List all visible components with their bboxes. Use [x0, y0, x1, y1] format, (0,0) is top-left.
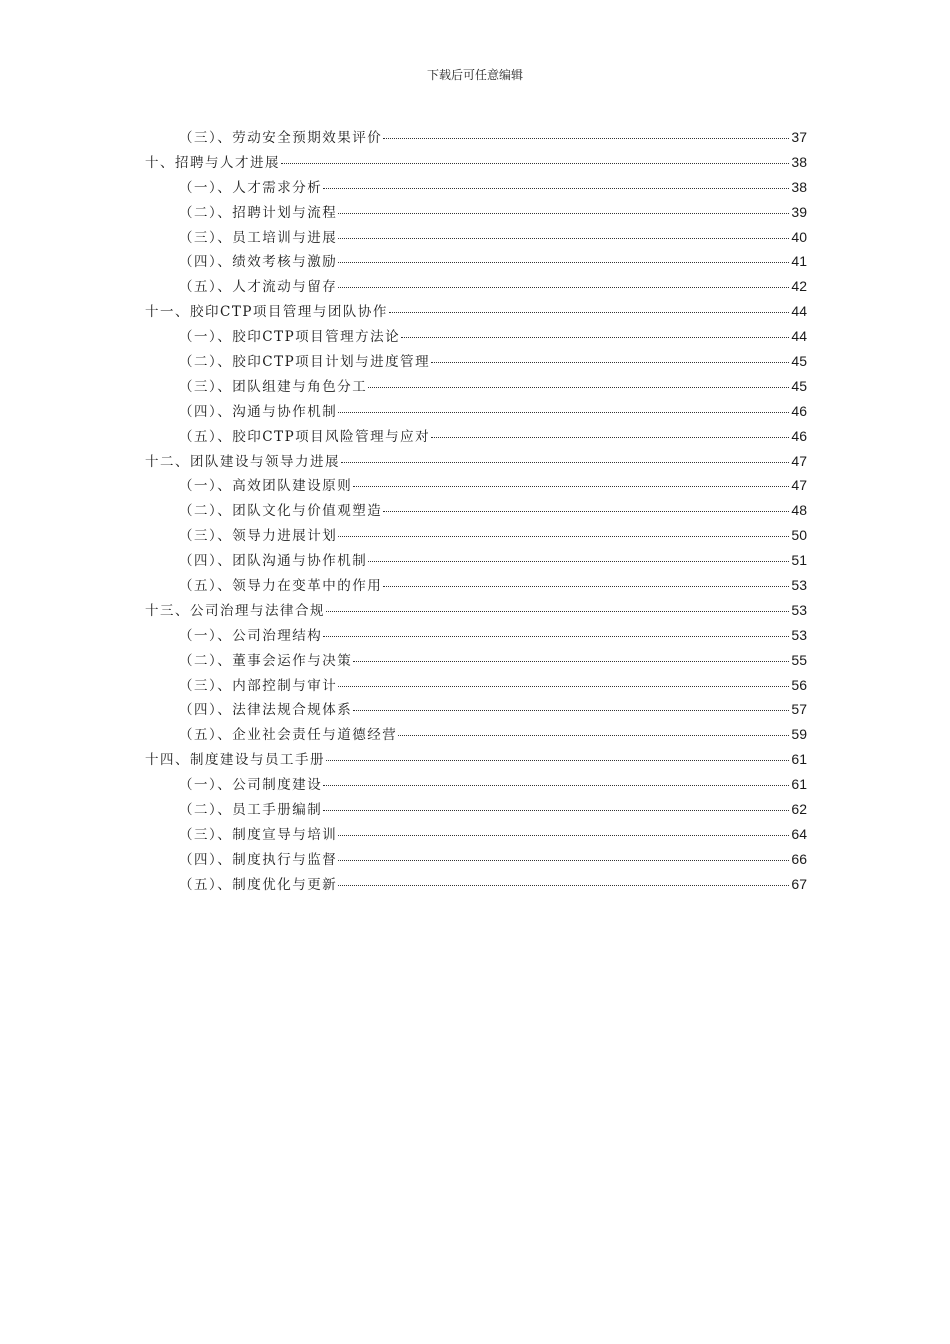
toc-dot-leader: [398, 735, 789, 736]
toc-dot-leader: [326, 611, 789, 612]
toc-section-entry[interactable]: [145, 275, 807, 300]
toc-dot-leader: [383, 138, 789, 139]
toc-entry-label: （五）、制度优化与更新: [179, 876, 338, 893]
toc-section-entry[interactable]: [145, 375, 807, 400]
toc-dot-leader: [338, 860, 789, 861]
toc-dot-leader: [338, 213, 789, 214]
toc-section-entry[interactable]: [145, 350, 807, 375]
toc-dot-leader: [281, 163, 789, 164]
toc-page-number: 61: [791, 776, 807, 793]
toc-entry-label: （五）、胶印CTP项目风险管理与应对: [179, 428, 431, 445]
toc-dot-leader: [389, 312, 790, 313]
toc-dot-leader: [368, 387, 789, 388]
toc-page-number: 45: [791, 353, 807, 370]
toc-section-entry[interactable]: [145, 773, 807, 798]
toc-entry-label: （三）、劳动安全预期效果评价: [179, 130, 383, 146]
toc-entry-label: 十一、胶印CTP项目管理与团队协作: [145, 304, 388, 321]
toc-entry-label: （五）、人才流动与留存: [179, 279, 338, 296]
toc-section-entry[interactable]: [145, 624, 807, 649]
toc-section-entry[interactable]: [145, 798, 807, 823]
toc-dot-leader: [338, 238, 789, 239]
toc-dot-leader: [338, 835, 789, 836]
toc-entry-label: （五）、企业社会责任与道德经营: [179, 727, 398, 744]
toc-section-entry[interactable]: [145, 425, 807, 450]
toc-page-number: 53: [791, 626, 807, 643]
toc-section-entry[interactable]: [145, 400, 807, 425]
toc-entry-label: （四）、沟通与协作机制: [179, 403, 338, 420]
toc-entry-label: （五）、领导力在变革中的作用: [179, 578, 383, 595]
toc-entry-label: 十四、制度建设与员工手册: [145, 752, 325, 769]
toc-dot-leader: [341, 462, 789, 463]
toc-entry-label: （一）、公司制度建设: [179, 777, 323, 794]
toc-entry-label: （四）、绩效考核与激励: [179, 254, 338, 271]
toc-entry-label: （二）、胶印CTP项目计划与进度管理: [179, 354, 431, 371]
toc-section-entry[interactable]: [145, 524, 807, 549]
toc-dot-leader: [326, 760, 789, 761]
toc-chapter-entry[interactable]: [145, 151, 807, 176]
toc-page-number: 38: [791, 153, 807, 170]
toc-entry-label: （二）、员工手册编制: [179, 802, 323, 819]
toc-entry-label: （四）、制度执行与监督: [179, 851, 338, 868]
toc-dot-leader: [338, 412, 789, 413]
toc-section-entry[interactable]: [145, 499, 807, 524]
toc-dot-leader: [353, 486, 789, 487]
toc-chapter-entry[interactable]: [145, 300, 807, 325]
toc-page-number: 66: [791, 850, 807, 867]
toc-section-entry[interactable]: [145, 126, 807, 151]
toc-section-entry[interactable]: [145, 549, 807, 574]
toc-entry-label: （三）、内部控制与审计: [179, 677, 338, 694]
toc-page-number: 47: [791, 477, 807, 494]
toc-section-entry[interactable]: [145, 474, 807, 499]
toc-dot-leader: [323, 188, 789, 189]
toc-page-number: 67: [791, 875, 807, 892]
toc-page-number: 53: [791, 601, 807, 618]
toc-dot-leader: [383, 511, 789, 512]
toc-page-number: 56: [791, 676, 807, 693]
toc-entry-label: （一）、胶印CTP项目管理方法论: [179, 329, 401, 346]
toc-section-entry[interactable]: [145, 649, 807, 674]
toc-entry-label: （三）、员工培训与进展: [179, 229, 338, 246]
toc-entry-label: （三）、团队组建与角色分工: [179, 378, 368, 395]
toc-section-entry[interactable]: [145, 574, 807, 599]
table-of-contents: [145, 126, 807, 898]
toc-page-number: 40: [791, 228, 807, 245]
toc-page-number: 45: [791, 377, 807, 394]
toc-dot-leader: [368, 561, 789, 562]
toc-page-number: 41: [791, 253, 807, 270]
toc-page-number: 53: [791, 577, 807, 594]
toc-section-entry[interactable]: [145, 226, 807, 251]
toc-entry-label: 十二、团队建设与领导力进展: [145, 453, 340, 470]
toc-dot-leader: [338, 287, 789, 288]
toc-chapter-entry[interactable]: [145, 450, 807, 475]
toc-page-number: 37: [791, 129, 807, 145]
toc-page-number: 62: [791, 801, 807, 818]
toc-page-number: 57: [791, 701, 807, 718]
toc-chapter-entry[interactable]: [145, 748, 807, 773]
toc-entry-label: （二）、董事会运作与决策: [179, 652, 353, 669]
toc-dot-leader: [401, 337, 789, 338]
page-header: 下载后可任意编辑: [426, 68, 523, 82]
toc-dot-leader: [323, 636, 789, 637]
toc-entry-label: 十、招聘与人才进展: [145, 154, 280, 171]
toc-section-entry[interactable]: [145, 201, 807, 226]
toc-entry-label: （二）、招聘计划与流程: [179, 204, 338, 221]
toc-dot-leader: [338, 262, 789, 263]
toc-dot-leader: [323, 785, 789, 786]
toc-entry-label: 十三、公司治理与法律合规: [145, 602, 325, 619]
toc-dot-leader: [323, 810, 789, 811]
toc-entry-label: （三）、制度宣导与培训: [179, 826, 338, 843]
toc-section-entry[interactable]: [145, 250, 807, 275]
toc-entry-label: （一）、高效团队建设原则: [179, 478, 353, 495]
toc-chapter-entry[interactable]: [145, 599, 807, 624]
toc-entry-label: （三）、领导力进展计划: [179, 528, 338, 545]
toc-dot-leader: [338, 686, 789, 687]
toc-entry-label: （四）、法律法规合规体系: [179, 702, 353, 719]
toc-page-number: 44: [791, 303, 807, 320]
toc-page-number: 47: [791, 452, 807, 469]
toc-entry-label: （二）、团队文化与价值观塑造: [179, 503, 383, 520]
toc-dot-leader: [353, 710, 789, 711]
toc-page-number: 38: [791, 178, 807, 195]
toc-page-number: 39: [791, 203, 807, 220]
toc-entry-label: （四）、团队沟通与协作机制: [179, 553, 368, 570]
toc-section-entry[interactable]: [145, 823, 807, 848]
toc-section-entry[interactable]: [145, 848, 807, 873]
toc-entry-label: （一）、人才需求分析: [179, 179, 323, 196]
toc-section-entry[interactable]: [145, 674, 807, 699]
toc-page-number: 44: [791, 328, 807, 345]
toc-page-number: 46: [791, 402, 807, 419]
toc-section-entry[interactable]: [145, 176, 807, 201]
toc-entry-label: （一）、公司治理结构: [179, 627, 323, 644]
toc-dot-leader: [338, 885, 789, 886]
toc-section-entry[interactable]: [145, 723, 807, 748]
toc-page-number: 42: [791, 278, 807, 295]
toc-page-number: 55: [791, 651, 807, 668]
toc-page-number: 48: [791, 502, 807, 519]
toc-page-number: 61: [791, 751, 807, 768]
toc-page-number: 59: [791, 726, 807, 743]
toc-section-entry[interactable]: [145, 873, 807, 898]
toc-page-number: 51: [791, 552, 807, 569]
toc-page-number: 46: [791, 427, 807, 444]
toc-dot-leader: [431, 437, 789, 438]
toc-dot-leader: [353, 661, 789, 662]
toc-dot-leader: [383, 586, 789, 587]
toc-page-number: 64: [791, 825, 807, 842]
toc-dot-leader: [338, 536, 789, 537]
toc-page-number: 50: [791, 527, 807, 544]
toc-dot-leader: [431, 362, 789, 363]
toc-section-entry[interactable]: [145, 698, 807, 723]
toc-section-entry[interactable]: [145, 325, 807, 350]
